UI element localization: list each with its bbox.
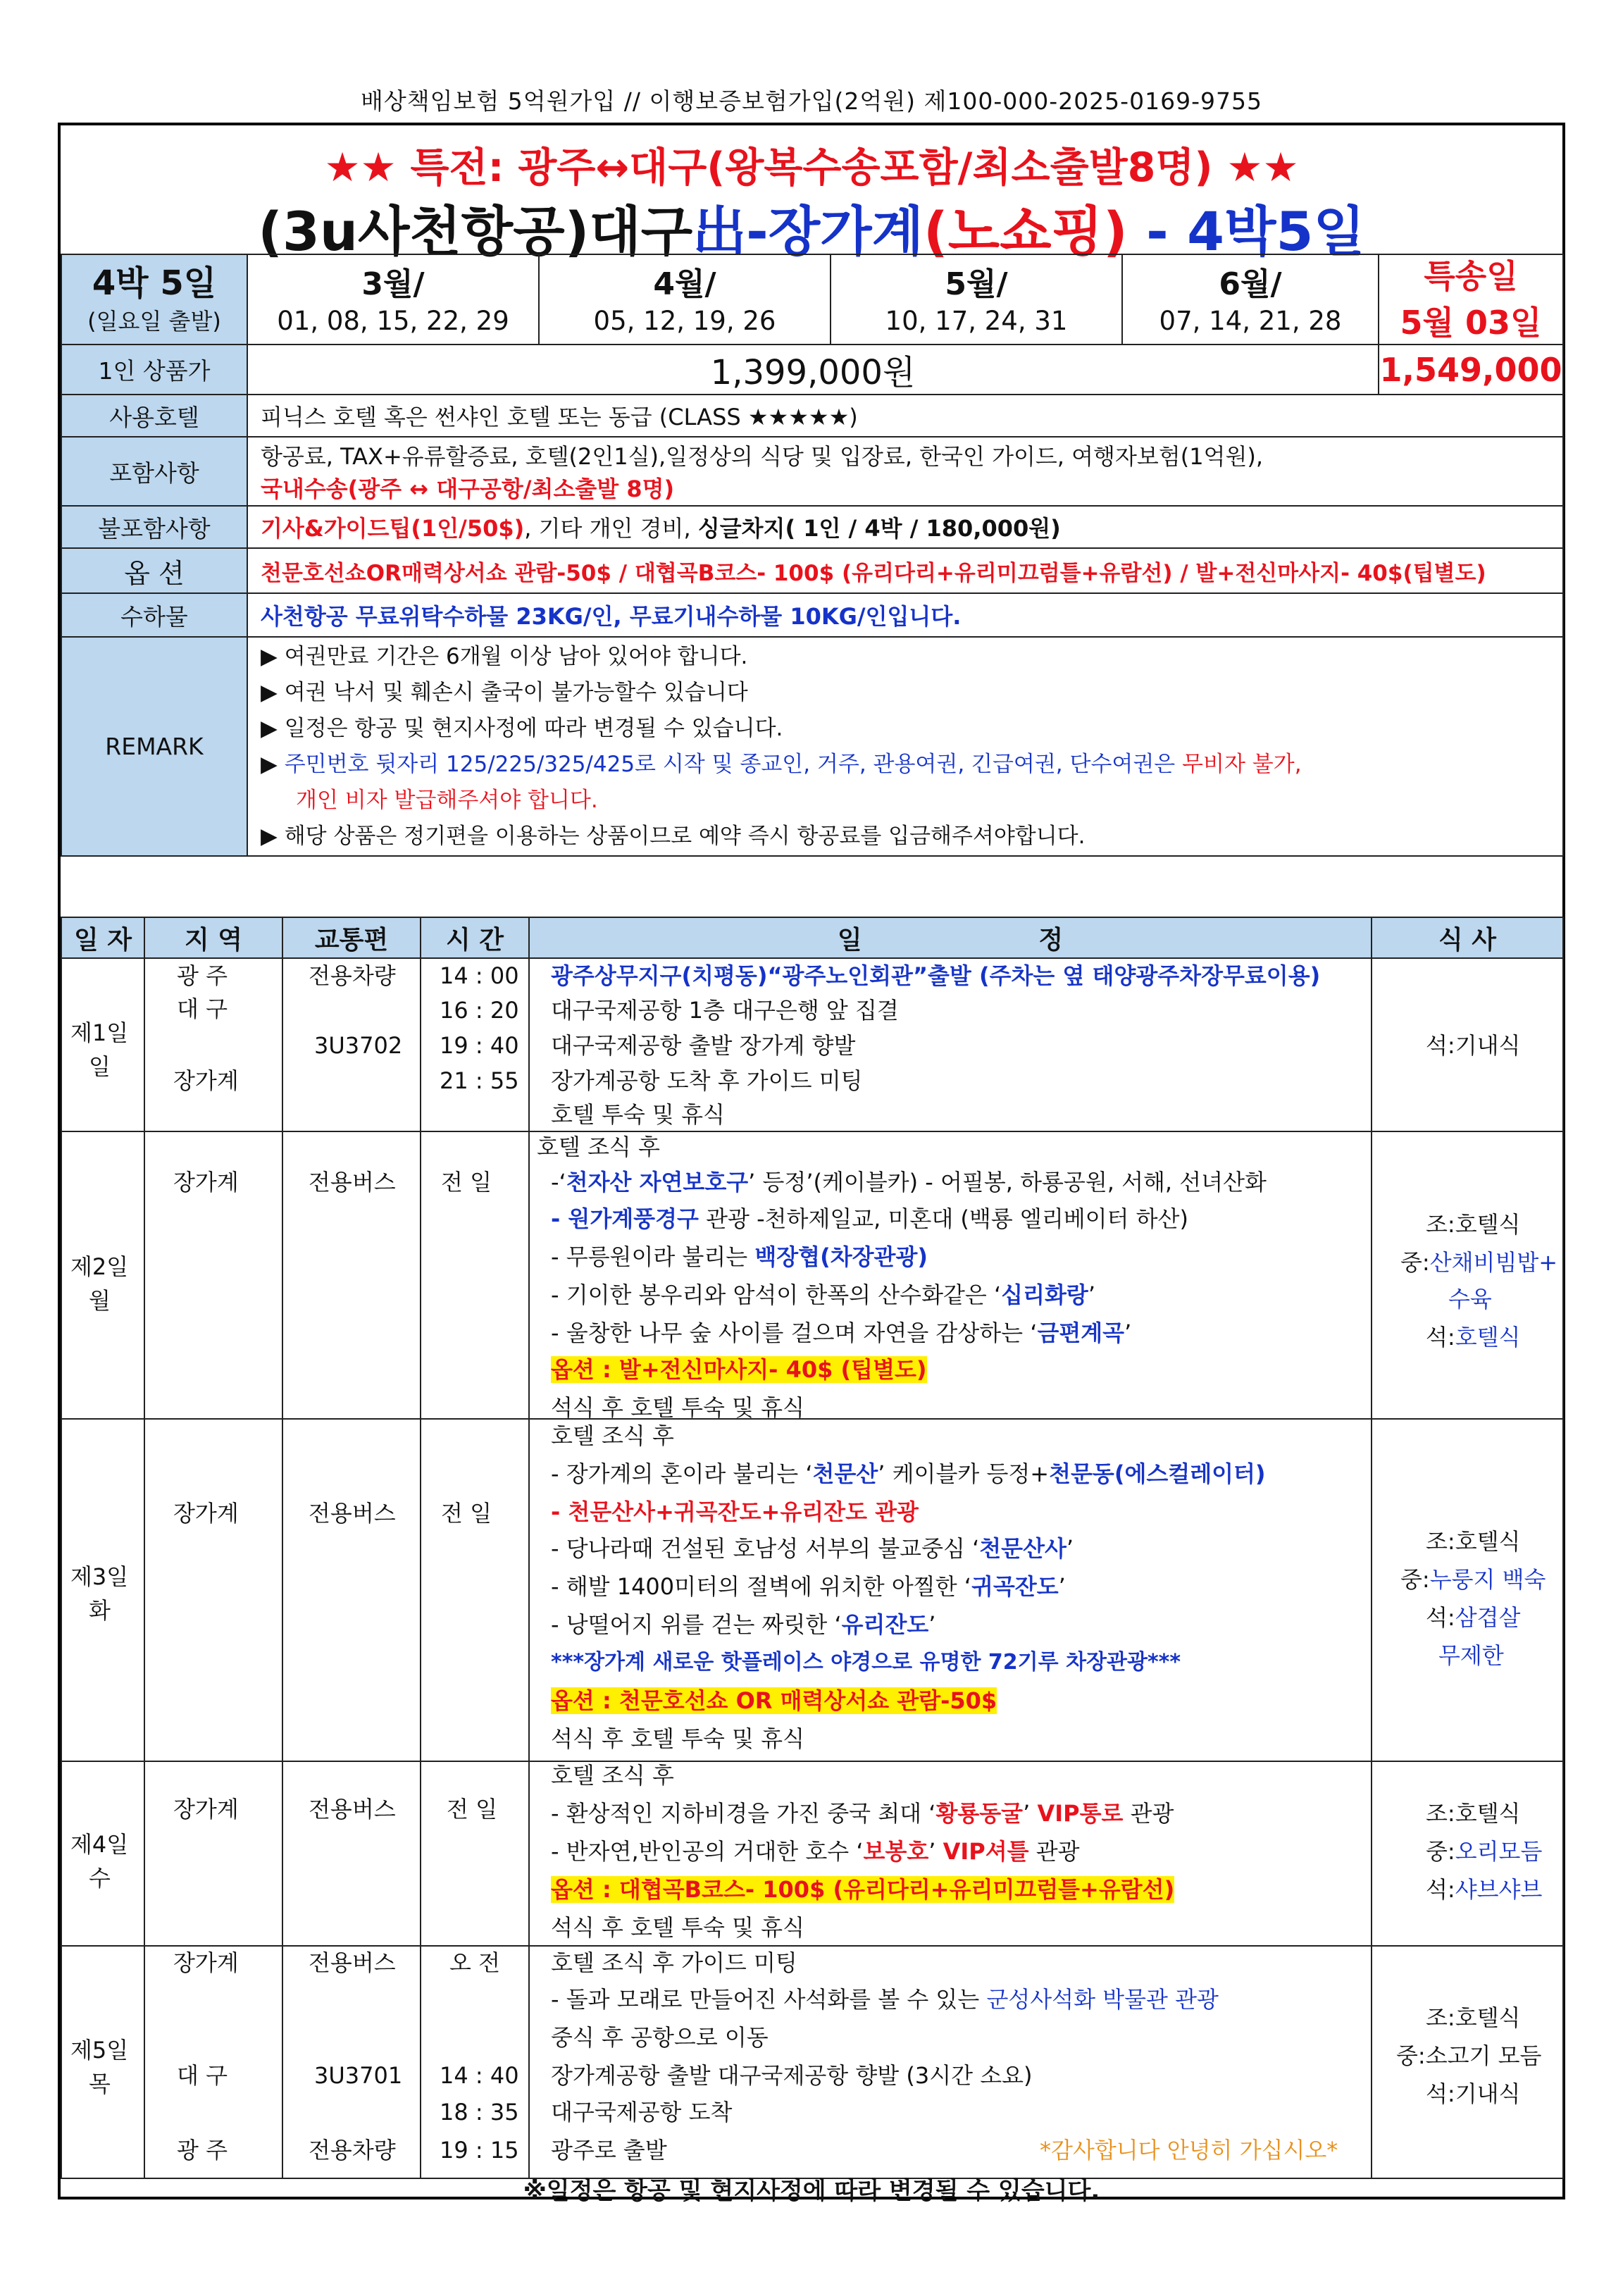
- place: 황룡동굴: [935, 1800, 1024, 1827]
- remark-line: ▶ 일정은 항공 및 현지사정에 따라 변경될 수 있습니다.: [261, 716, 783, 741]
- text: - 기이한 봉우리와 암석이 한폭의 산수화같은 ‘: [551, 1282, 1002, 1308]
- title-route: 出-장가계: [692, 200, 924, 263]
- schedule-line: 호텔 조식 후 가이드 미팅: [551, 1949, 797, 1976]
- text: 관광: [1123, 1800, 1174, 1827]
- time: 19 : 40: [440, 1032, 519, 1059]
- schedule-line: - 천문산사+귀곡잔도+유리잔도 관광: [551, 1498, 919, 1525]
- text: 관광: [1028, 1838, 1080, 1865]
- place: 금편계곡: [1037, 1320, 1125, 1346]
- region: 장가계: [173, 1500, 239, 1527]
- meal: [1400, 1248, 1557, 1277]
- time: 18 : 35: [440, 2099, 519, 2126]
- transport: 전용차량: [309, 2137, 396, 2164]
- text: - 울창한 나무 숲 사이를 걸으며 자연을 감상하는 ‘: [551, 1320, 1038, 1346]
- text: ’: [1023, 1800, 1038, 1827]
- schedule-line: 대구국제공항 도착: [551, 2099, 733, 2126]
- text: ’: [1066, 1535, 1074, 1562]
- place: 천문산사: [979, 1535, 1067, 1562]
- schedule-line: [551, 1985, 1219, 2013]
- meal-item: 오리모듬: [1455, 1838, 1543, 1865]
- schedule-line: [551, 1205, 1188, 1233]
- text: - 반자연,반인공의 거대한 호수 ‘: [551, 1838, 864, 1865]
- transport: 전용버스: [309, 1169, 396, 1196]
- remark-visa-warning: 무비자 불가,: [1182, 752, 1302, 777]
- duration-cell: [61, 254, 247, 345]
- region: 장가계: [173, 1796, 239, 1823]
- title-special: ★★ 특전: 광주↔대구(왕복수송포함/최소출발8명) ★★: [324, 144, 1299, 191]
- region: 장가계: [173, 1949, 239, 1976]
- text: - 당나라때 건설된 호남성 서부의 불교중심 ‘: [551, 1535, 980, 1562]
- month-label: 4월/: [653, 266, 716, 302]
- meal-item: 삼겹살: [1455, 1604, 1521, 1631]
- transport: 3U3701: [314, 2062, 403, 2089]
- schedule-line: 대구국제공항 1층 대구은행 앞 집결: [551, 997, 899, 1024]
- transport: 전용버스: [309, 1796, 396, 1823]
- schedule-line: [551, 1799, 1174, 1828]
- day-label: 제5일: [70, 2037, 129, 2064]
- meal-label: 중:: [1426, 1838, 1455, 1865]
- option-text: 옵션 : 천문호선쇼 OR 매력상서쇼 관람-50$: [551, 1687, 997, 1714]
- month-label: 5월/: [945, 266, 1008, 302]
- meal: 석:기내식: [1426, 1032, 1521, 1059]
- hotel-text: 피닉스 호텔 혹은 썬샤인 호텔 또는 동급 (CLASS ★★★★★): [247, 395, 1563, 437]
- meal-label: 중:: [1400, 1566, 1430, 1593]
- schedule-line: 석식 후 호텔 투숙 및 휴식: [551, 1394, 804, 1421]
- meal: [1426, 1837, 1542, 1866]
- meal-label: 석:: [1426, 1876, 1455, 1903]
- footer-note: ※일정은 항공 및 현지사정에 따라 변경될 수 있습니다.: [523, 2177, 1100, 2205]
- day-label: 제1일: [70, 1019, 129, 1046]
- remark-cell: [247, 637, 1563, 856]
- meal: 조:호텔식: [1426, 1211, 1521, 1238]
- text: 관광 -천하제일교, 미혼대 (백룡 엘리베이터 하산): [698, 1205, 1188, 1232]
- text: ’ 등정’(케이블카) - 어필봉, 하룡공원, 서해, 선녀산화: [748, 1169, 1267, 1196]
- meal: [1426, 1603, 1520, 1632]
- meal: 석:기내식: [1426, 2080, 1521, 2107]
- place: 보봉호: [863, 1838, 929, 1865]
- option-text: 옵션 : 대협곡B코스- 100$ (유리다리+유리미끄럼틀+유람선): [551, 1876, 1175, 1903]
- meal: 조:호텔식: [1426, 1528, 1521, 1555]
- time: 14 : 40: [440, 2062, 519, 2089]
- col-day: 일 자: [61, 917, 144, 958]
- remark-visa-note: 개인 비자 발급해주셔야 합니다.: [296, 788, 598, 813]
- special-date: 5월 03일: [1400, 304, 1542, 342]
- place: VIP통로: [1037, 1800, 1124, 1827]
- region: 광 주: [177, 2137, 228, 2164]
- meal: 조:호텔식: [1426, 2004, 1521, 2031]
- month-june: [1122, 254, 1379, 345]
- schedule-line: 대구국제공항 출발 장가계 향발: [551, 1032, 856, 1059]
- title-noshopping: (노쇼핑): [923, 200, 1128, 263]
- text: ’: [1124, 1320, 1132, 1346]
- itinerary-frame: [58, 123, 1565, 2205]
- title-airline: (3u사천항공)대구: [258, 200, 693, 263]
- includes-line2: 국내수송(광주 ↔ 대구공항/최소출발 8명): [261, 476, 675, 502]
- special-label: 특송일: [1424, 257, 1518, 295]
- schedule-line: [551, 1534, 1074, 1563]
- meal-label: 중:: [1400, 1249, 1430, 1276]
- day-label: 제4일: [70, 1831, 129, 1858]
- time: 16 : 20: [440, 997, 519, 1024]
- place: - 원가계풍경구: [551, 1205, 699, 1232]
- time: 14 : 00: [440, 962, 519, 989]
- excludes-label: 불포함사항: [61, 506, 247, 548]
- text: -‘: [551, 1169, 566, 1196]
- transport: 전용차량: [309, 962, 396, 989]
- month-may: [831, 254, 1122, 345]
- hotel-label: 사용호텔: [61, 395, 247, 437]
- month-dates: 10, 17, 24, 31: [885, 305, 1068, 336]
- remark-line: ▶ 여권 낙서 및 훼손시 출국이 불가능할수 있습니다: [261, 680, 748, 705]
- text: ’: [1058, 1573, 1066, 1600]
- schedule-line: ***장가계 새로운 핫플레이스 야경으로 유명한 72기루 차장관광***: [551, 1650, 1181, 1675]
- transport: 전용버스: [309, 1500, 396, 1527]
- excludes-cell: [247, 506, 1563, 548]
- meal-label: 석:: [1426, 1324, 1455, 1351]
- excludes-other: , 기타 개인 경비,: [524, 515, 698, 542]
- place: 백장협(차장관광): [754, 1243, 928, 1270]
- includes-line1: 항공료, TAX+유류할증료, 호텔(2인1실),일정상의 식당 및 입장료, 한국인 가이드, 여행자보험(1억원),: [261, 443, 1264, 470]
- meal-item: 호텔식: [1455, 1324, 1521, 1351]
- meal-item: 누룽지 백숙: [1429, 1566, 1546, 1593]
- remark-label: REMARK: [61, 637, 247, 856]
- schedule-line: [551, 1243, 928, 1271]
- text: - 무릉원이라 불리는: [551, 1243, 755, 1270]
- option-line: [551, 1687, 997, 1715]
- region: 대 구: [177, 995, 228, 1022]
- col-time: 시 간: [421, 917, 529, 958]
- day-dow: 수: [89, 1865, 111, 1892]
- place: 유리잔도: [841, 1611, 929, 1638]
- col-region: 지 역: [144, 917, 282, 958]
- text: - 돌과 모래로 만들어진 사석화를 볼 수 있는: [551, 1986, 987, 2013]
- schedule-line: 광주상무지구(치평동)“광주노인회관”출발 (주차는 옆 태양광주차장무료이용): [551, 962, 1321, 989]
- text: - 환상적인 지하비경을 가진 중국 최대 ‘: [551, 1800, 936, 1827]
- place: 천문동(에스컬레이터): [1049, 1460, 1266, 1487]
- month-april: [539, 254, 831, 345]
- schedule-line: 중식 후 공항으로 이동: [551, 2024, 769, 2051]
- day-dow: 일: [89, 1053, 111, 1080]
- time: 19 : 15: [440, 2137, 519, 2164]
- meal-label: 석:: [1426, 1604, 1455, 1631]
- schedule-line: 석식 후 호텔 투숙 및 휴식: [551, 1914, 804, 1941]
- day-dow: 월: [89, 1287, 111, 1314]
- remark-arrow: ▶: [261, 752, 285, 777]
- price-value: 1,399,000원: [247, 345, 1379, 395]
- includes-cell: [247, 437, 1563, 506]
- schedule-line: 장가계공항 출발 대구국제공항 향발 (3시간 소요): [551, 2062, 1033, 2089]
- meal-item: 샤브샤브: [1455, 1876, 1543, 1903]
- remark-line: [261, 747, 1562, 783]
- transport: 3U3702: [314, 1032, 403, 1059]
- option-text: 옵션 : 발+전신마사지- 40$ (팁별도): [551, 1356, 927, 1383]
- duration-sub: (일요일 출발): [87, 308, 221, 335]
- excludes-tip: 기사&가이드팁(1인/50$): [261, 515, 525, 542]
- month-dates: 01, 08, 15, 22, 29: [277, 305, 509, 336]
- meal: 무제한: [1438, 1642, 1504, 1669]
- farewell-note: *감사합니다 안녕히 가십시오*: [1040, 2137, 1338, 2164]
- text: ’: [1088, 1282, 1095, 1308]
- schedule-line: 호텔 조식 후: [551, 1762, 674, 1789]
- title-duration: - 4박5일: [1127, 200, 1365, 263]
- day-label: 제3일: [70, 1563, 129, 1590]
- remark-line: ▶ 여권만료 기간은 6개월 이상 남아 있어야 합니다.: [261, 644, 748, 669]
- schedule-line: 호텔 조식 후: [537, 1134, 660, 1160]
- schedule-line: 호텔 투숙 및 휴식: [551, 1101, 725, 1128]
- options-text: 천문호선쇼OR매력상서쇼 관람-50$ / 대협곡B코스- 100$ (유리다리+유리미끄럼틀+유람선) / 발+전신마사지- 40$(팁별도): [247, 548, 1563, 593]
- place: 군성사석화 박물관 관광: [986, 1986, 1219, 2013]
- day-label: 제2일: [70, 1253, 129, 1280]
- schedule-line: [551, 1319, 1131, 1347]
- region: 장가계: [173, 1067, 239, 1094]
- remark-line: ▶ 해당 상품은 정기편을 이용하는 상품이므로 예약 즉시 항공료를 입금해주셔야합니다.: [261, 824, 1086, 849]
- col-transport: 교통편: [282, 917, 421, 958]
- schedule-line: 호텔 조식 후: [551, 1422, 674, 1449]
- schedule-line: [551, 1168, 1267, 1196]
- meal: 조:호텔식: [1426, 1800, 1521, 1827]
- region: 광 주: [177, 962, 228, 989]
- meal: [1400, 1565, 1546, 1594]
- place: VIP셔틀: [943, 1838, 1029, 1865]
- excludes-single: 싱글차지( 1인 / 4박 / 180,000원): [697, 515, 1061, 542]
- schedule-line: [551, 1572, 1066, 1601]
- region: 대 구: [177, 2062, 228, 2089]
- baggage-text: 사천항공 무료위탁수하물 23KG/인, 무료기내수하물 10KG/인입니다.: [247, 593, 1563, 637]
- schedule-line: [551, 1281, 1095, 1309]
- month-dates: 05, 12, 19, 26: [593, 305, 776, 336]
- price-label: 1인 상품가: [61, 345, 247, 395]
- meal: [1426, 1323, 1520, 1351]
- special-price: 1,549,000: [1379, 345, 1563, 395]
- duration-main: 4박 5일: [92, 263, 217, 303]
- schedule-line: [551, 1460, 1266, 1488]
- baggage-label: 수하물: [61, 593, 247, 637]
- meal: 중:소고기 모듬: [1396, 2042, 1542, 2069]
- place: 천문산: [812, 1460, 878, 1487]
- month-label: 3월/: [361, 266, 425, 302]
- includes-label: 포함사항: [61, 437, 247, 506]
- month-label: 6월/: [1219, 266, 1282, 302]
- month-march: [247, 254, 539, 345]
- option-line: [551, 1875, 1174, 1904]
- text: ’: [928, 1838, 943, 1865]
- place: 천자산 자연보호구: [566, 1169, 749, 1196]
- option-line: [551, 1355, 927, 1384]
- text: ’: [928, 1611, 936, 1638]
- transport: 전용버스: [309, 1949, 396, 1976]
- time: 전 일: [441, 1169, 492, 1196]
- time: 21 : 55: [440, 1067, 519, 1094]
- time: 전 일: [441, 1500, 492, 1527]
- day-dow: 화: [89, 1597, 111, 1624]
- options-label: 옵 션: [61, 548, 247, 593]
- region: 장가계: [173, 1169, 239, 1196]
- schedule-line: 석식 후 호텔 투숙 및 휴식: [551, 1725, 804, 1752]
- schedule-line: 장가계공항 도착 후 가이드 미팅: [551, 1067, 863, 1094]
- place: 십리화랑: [1001, 1282, 1088, 1308]
- col-meal: 식 사: [1372, 917, 1563, 958]
- place: 귀곡잔도: [971, 1573, 1059, 1600]
- product-info-table: [61, 254, 1564, 857]
- text: - 해발 1400미터의 절벽에 위치한 아찔한 ‘: [551, 1573, 971, 1600]
- schedule-line: [551, 1611, 935, 1639]
- time: 전 일: [447, 1796, 497, 1823]
- time: 오 전: [449, 1949, 500, 1976]
- month-dates: 07, 14, 21, 28: [1159, 305, 1342, 336]
- insurance-note: 배상책임보험 5억원가입 // 이행보증보험가입(2억원) 제100-000-2025-0169-9755: [361, 87, 1262, 115]
- schedule-line: 광주로 출발: [551, 2137, 667, 2164]
- meal-item: 산채비빔밥+: [1429, 1249, 1558, 1276]
- special-date-cell: [1379, 254, 1563, 345]
- schedule-line: [551, 1837, 1080, 1866]
- meal: 수육: [1448, 1286, 1492, 1313]
- day-dow: 목: [89, 2071, 111, 2097]
- remark-visa-text: 주민번호 뒷자리 125/225/325/425로 시작 및 종교인, 거주, 관용여권, 긴급여권, 단수여권은: [284, 752, 1183, 777]
- col-schedule: 일 정: [529, 917, 1372, 958]
- text: ’ 케이블카 등정+: [878, 1460, 1050, 1487]
- meal: [1426, 1875, 1542, 1904]
- text: - 장가계의 혼이라 불리는 ‘: [551, 1460, 813, 1487]
- text: - 낭떨어지 위를 걷는 짜릿한 ‘: [551, 1611, 842, 1638]
